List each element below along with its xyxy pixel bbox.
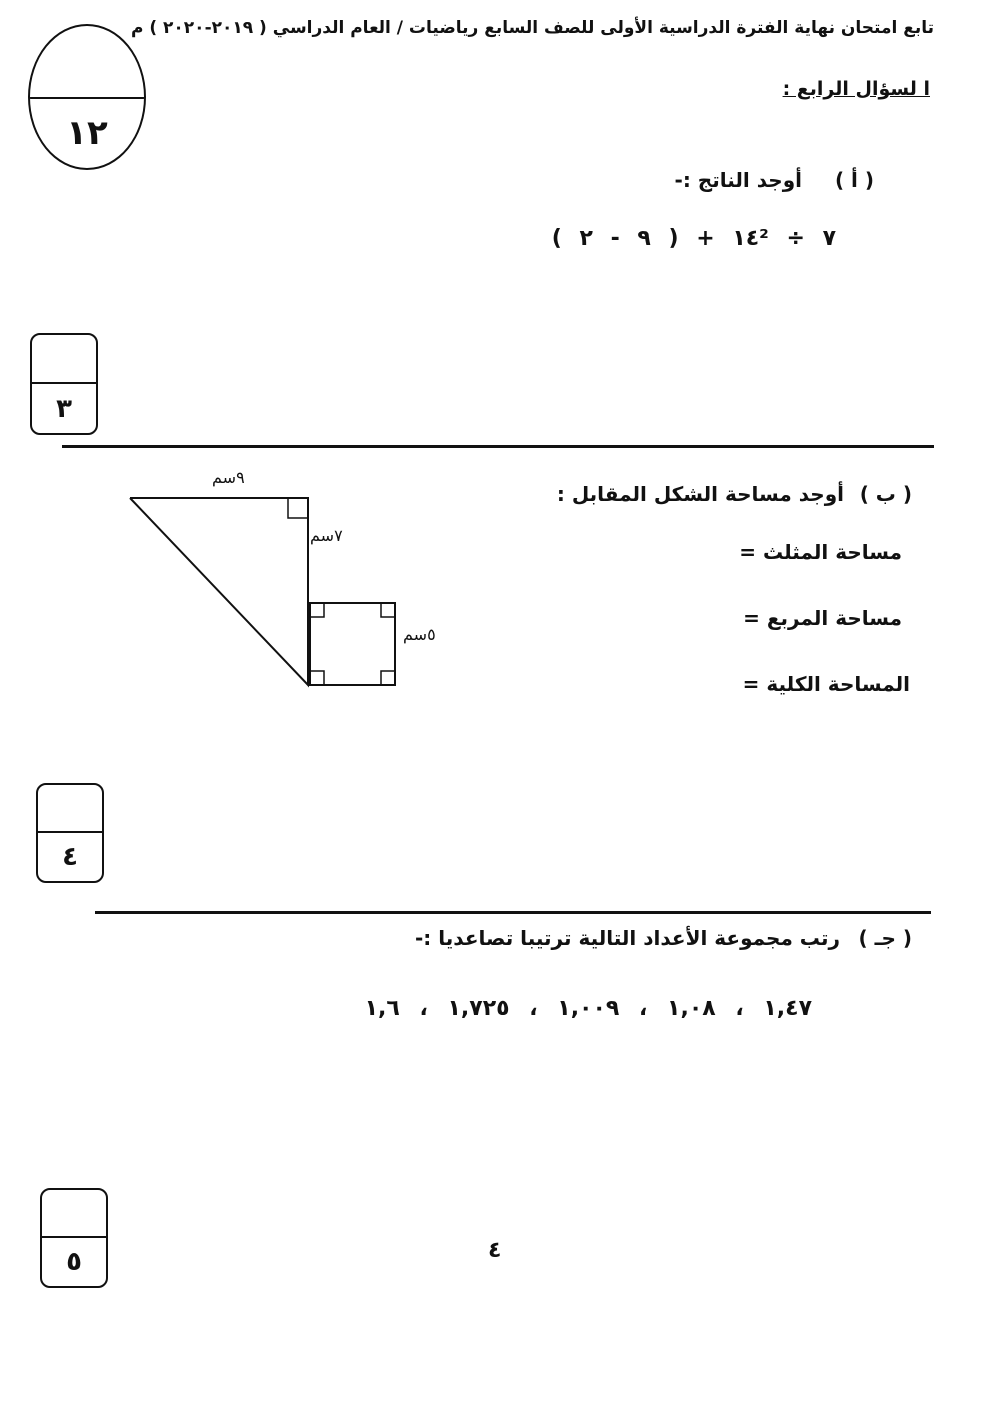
figure-top-label: ٩سم — [212, 468, 245, 487]
part-b-label: ( ب ) — [859, 482, 912, 506]
part-c-label: ( جـ ) — [858, 926, 912, 950]
square-corner-tr — [381, 603, 395, 617]
total-score-oval — [28, 24, 146, 170]
part-a-expression: ١٤ + ( ٩ - ٢ )² ÷ ٧ — [551, 226, 836, 251]
part-c-score: ٥ — [66, 1247, 82, 1277]
exam-header-title: تابع امتحان نهاية الفترة الدراسية الأولى للصف السابع رياضيات / العام الدراسي ( ٢٠١٩-٢٠٢٠ ) م — [130, 18, 934, 38]
part-a-score: ٣ — [56, 393, 72, 424]
square-shape — [310, 603, 395, 685]
square-corner-tl — [310, 603, 324, 617]
divider-b-c — [95, 911, 931, 914]
triangle-square-figure — [120, 466, 450, 696]
part-a-score-box — [30, 333, 98, 435]
square-corner-bl — [310, 671, 324, 685]
divider-a-b — [62, 445, 934, 448]
part-b-instruction: أوجد مساحة الشكل المقابل : — [556, 482, 844, 506]
figure-side-label: ٧سم — [310, 526, 343, 545]
part-a-instruction: أوجد الناتج :- — [674, 168, 802, 192]
part-c-instruction: رتب مجموعة الأعداد التالية ترتيبا تصاعديا :- — [415, 926, 840, 950]
figure-square-label: ٥سم — [403, 625, 436, 644]
square-area-line: مساحة المربع = — [743, 606, 902, 630]
triangle-area-line: مساحة المثلث = — [739, 540, 902, 564]
question-title: ا لسؤال الرابع : — [782, 78, 930, 100]
part-c-score-box — [40, 1188, 108, 1288]
right-angle-marker — [288, 498, 308, 518]
part-c-numbers: ١,٤٧ ، ١,٠٨ ، ١,٠٠٩ ، ١,٧٢٥ ، ١,٦ — [364, 996, 812, 1021]
triangle-shape — [130, 498, 308, 685]
total-area-line: المساحة الكلية = — [742, 672, 910, 696]
square-corner-br — [381, 671, 395, 685]
total-score-value: ١٢ — [66, 112, 108, 153]
part-a-label: ( أ ) — [834, 168, 874, 192]
part-b-score: ٤ — [62, 842, 78, 872]
part-b-score-box — [36, 783, 104, 883]
page-number: ٤ — [488, 1238, 502, 1263]
